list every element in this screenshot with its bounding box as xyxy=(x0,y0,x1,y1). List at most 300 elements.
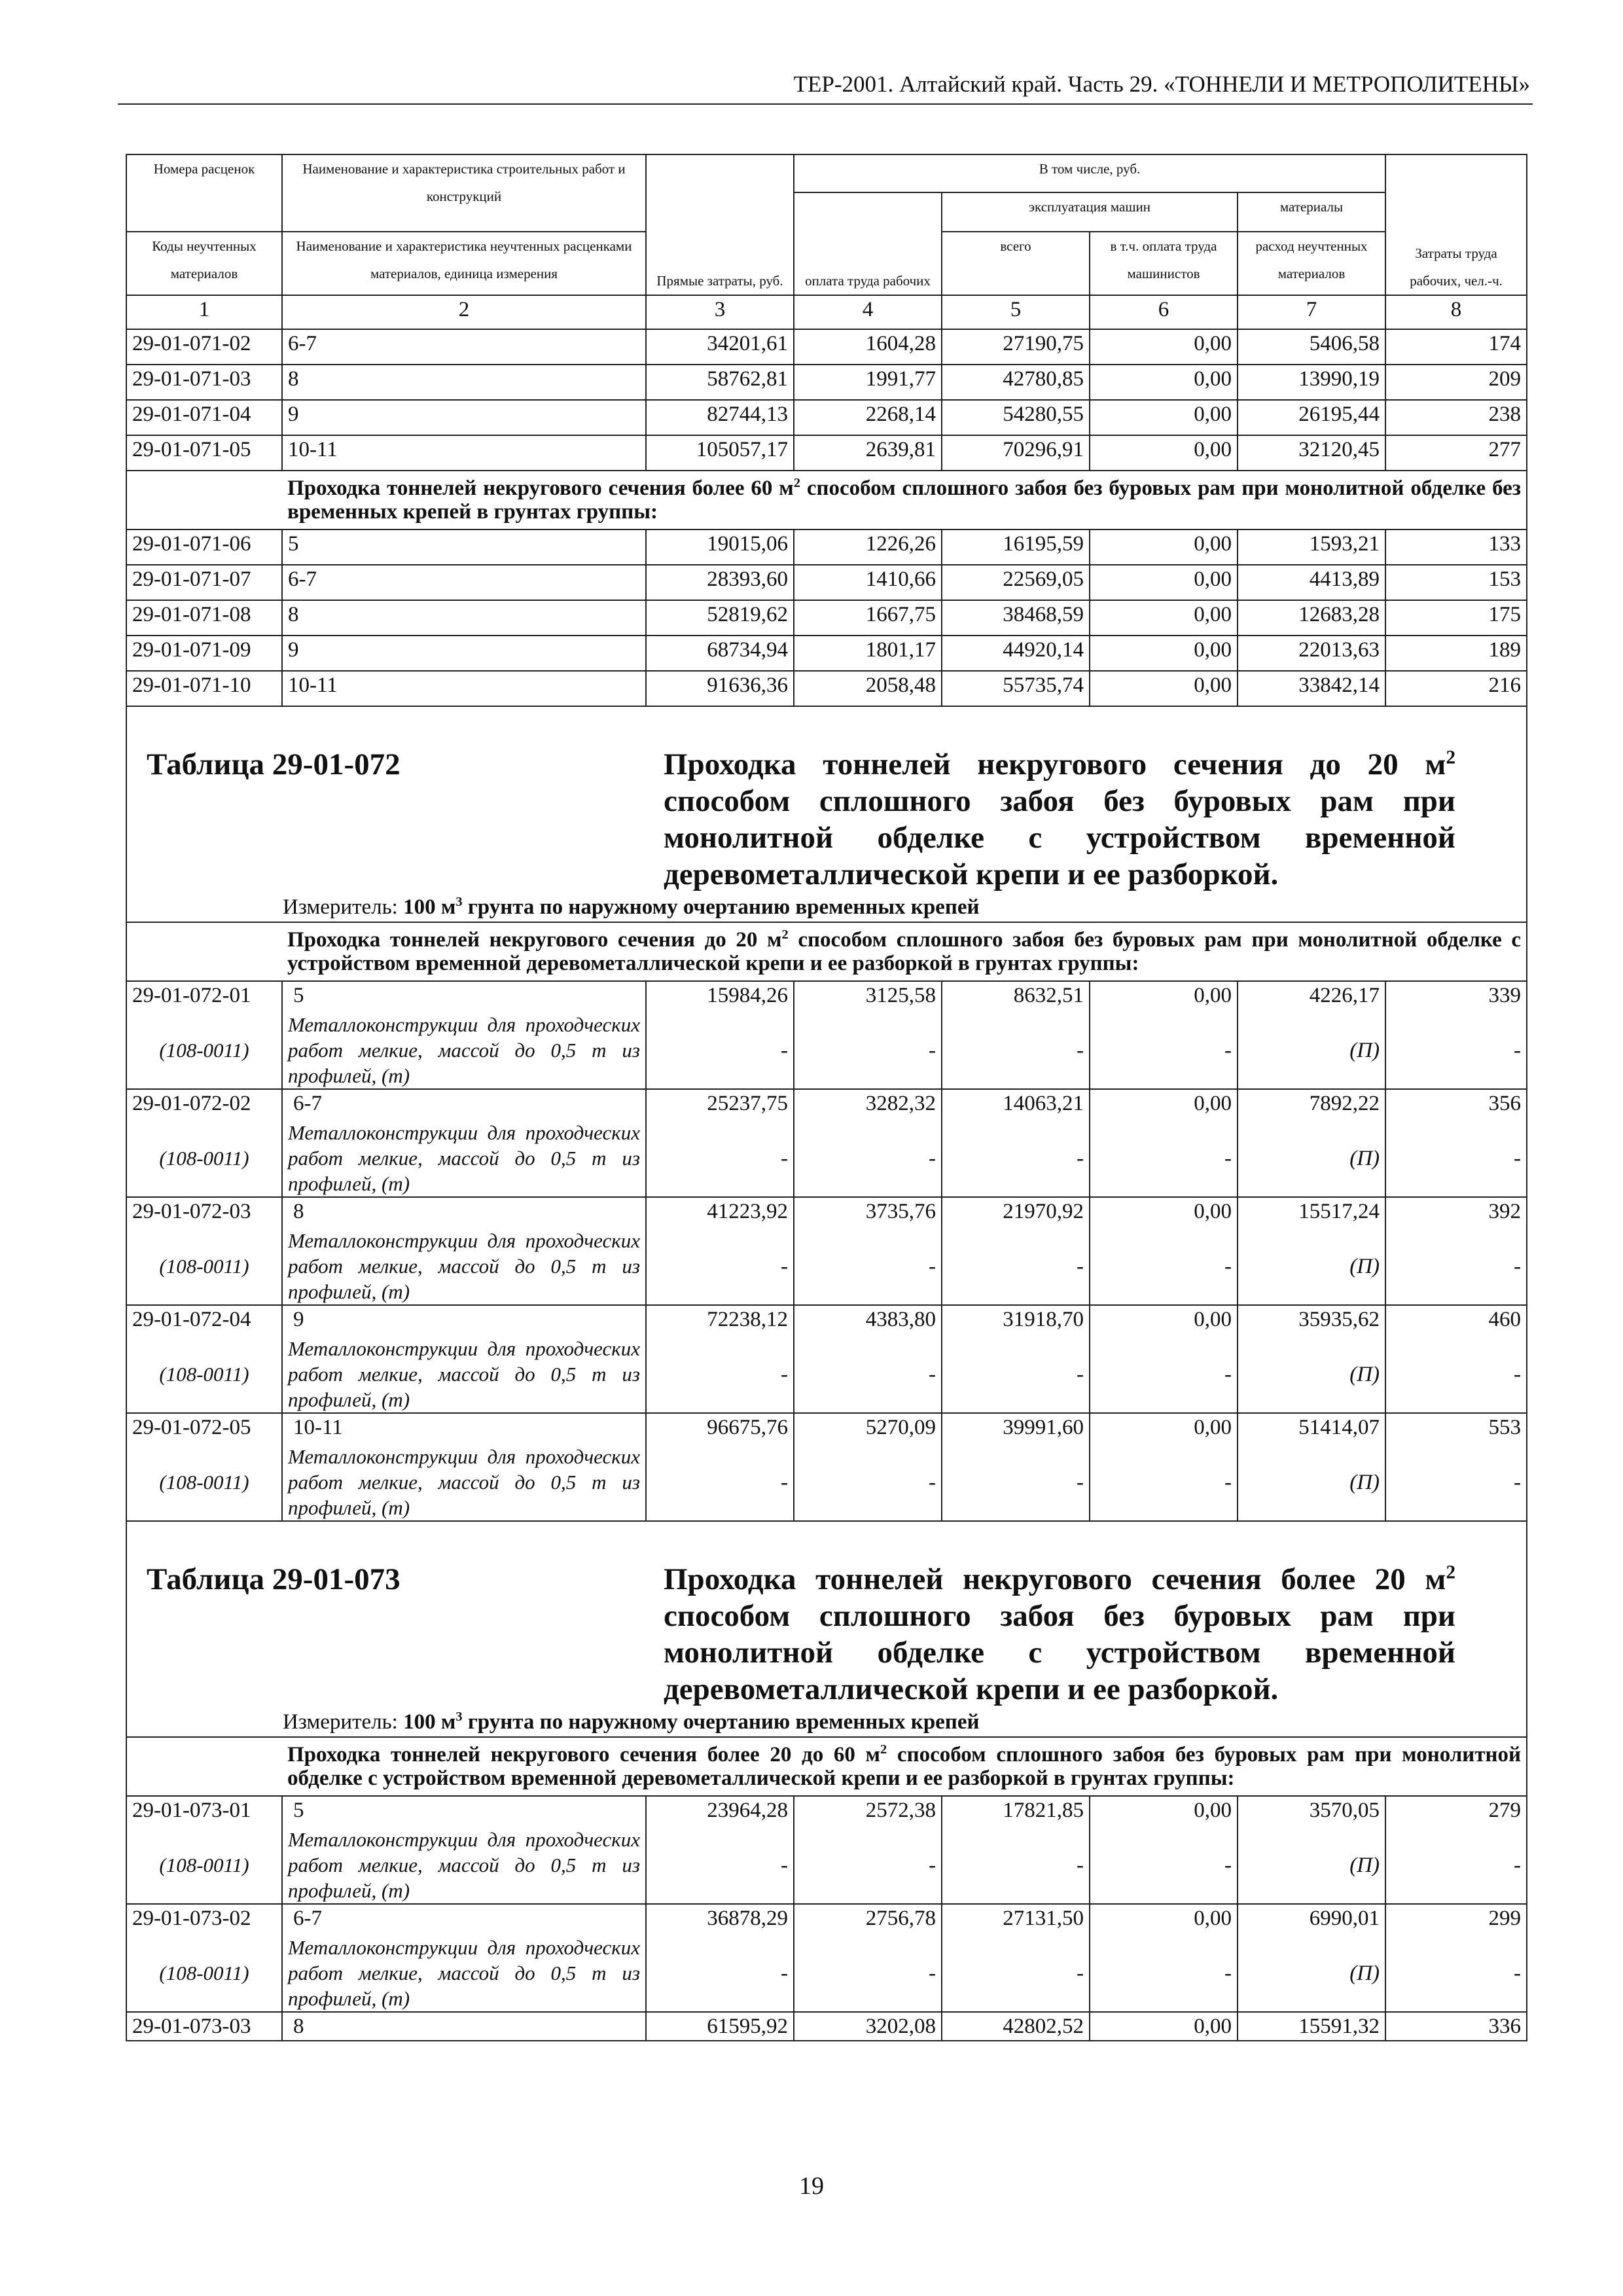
cost-value: 35935,62 xyxy=(1298,1308,1380,1331)
material-mark: (П) xyxy=(1349,1854,1380,1877)
cost-value: 216 xyxy=(1385,671,1527,706)
material-code: (108-0011) xyxy=(159,1962,249,1984)
cost-value: 0,00 xyxy=(1090,435,1238,471)
value-cell xyxy=(1238,1904,1385,2012)
dash-mark: - xyxy=(929,1039,936,1062)
dash-mark: - xyxy=(1514,1147,1522,1170)
value-cell xyxy=(794,1796,942,1904)
table-row xyxy=(126,529,1527,565)
cost-value: 19015,06 xyxy=(646,529,794,565)
soil-group: 5 xyxy=(282,529,646,565)
material-code: (108-0011) xyxy=(159,1854,249,1876)
cost-value: 0,00 xyxy=(1090,365,1238,400)
rate-code-cell xyxy=(126,981,282,1089)
cost-value: 54280,55 xyxy=(942,400,1090,435)
cost-value: 0,00 xyxy=(1194,1907,1232,1930)
cost-value: 209 xyxy=(1385,365,1527,400)
cost-value: 238 xyxy=(1385,400,1527,435)
soil-group: 5 xyxy=(293,984,304,1007)
dash-mark: - xyxy=(1077,1255,1084,1278)
cost-value: 277 xyxy=(1385,435,1527,471)
rate-code: 29-01-071-09 xyxy=(126,636,282,671)
dash-mark: - xyxy=(1224,1962,1232,1985)
cost-value: 27190,75 xyxy=(942,329,1090,365)
rate-code-cell xyxy=(126,1197,282,1305)
value-cell xyxy=(942,981,1090,1089)
rate-code: 29-01-072-03 xyxy=(132,1200,251,1223)
material-mark: (П) xyxy=(1349,1147,1380,1170)
value-cell xyxy=(1090,981,1238,1089)
dash-mark: - xyxy=(781,1039,788,1062)
dash-mark: - xyxy=(929,1854,936,1877)
table-row xyxy=(126,1305,1527,1413)
cost-value: 0,00 xyxy=(1194,1200,1232,1223)
cost-value: 96675,76 xyxy=(707,1416,788,1439)
soil-group: 5 xyxy=(293,1799,304,1822)
cost-value: 0,00 xyxy=(1194,1092,1232,1115)
col-num: 7 xyxy=(1238,295,1385,329)
cost-value: 5406,58 xyxy=(1238,329,1385,365)
rate-code: 29-01-073-03 xyxy=(132,2015,251,2038)
running-title: ТЕР-2001. Алтайский край. Часть 29. «ТОННЕЛИ И МЕТРОПОЛИТЕНЫ» xyxy=(793,71,1530,97)
dash-mark: - xyxy=(1514,1255,1522,1278)
material-description: Металлоконструкции для проходческих работ мелкие, массой до 0,5 т из профилей, (т) xyxy=(288,1013,640,1087)
rate-code-cell xyxy=(126,1089,282,1197)
rate-code: 29-01-072-02 xyxy=(132,1092,251,1115)
hdr-machines: эксплуатация машин xyxy=(942,192,1238,232)
rate-code-cell xyxy=(126,1904,282,2012)
cost-value: 356 xyxy=(1488,1092,1522,1115)
cost-value: 58762,81 xyxy=(646,365,794,400)
cost-value: 8632,51 xyxy=(1013,984,1084,1007)
value-cell xyxy=(646,1089,794,1197)
cost-value: 553 xyxy=(1488,1416,1522,1439)
rate-code: 29-01-072-01 xyxy=(132,984,251,1007)
cost-value: 33842,14 xyxy=(1238,671,1385,706)
cost-value: 279 xyxy=(1488,1799,1522,1822)
soil-group: 8 xyxy=(293,2015,304,2038)
table-row xyxy=(126,1904,1527,2012)
cost-value: 0,00 xyxy=(1090,671,1238,706)
cost-value: 12683,28 xyxy=(1238,600,1385,636)
value-cell xyxy=(1090,1904,1238,2012)
work-cell xyxy=(282,1305,646,1413)
material-code: (108-0011) xyxy=(159,1147,249,1170)
cost-value: 0,00 xyxy=(1194,1799,1232,1822)
dash-mark: - xyxy=(1077,1363,1084,1386)
value-cell xyxy=(1385,1305,1527,1413)
cost-value: 189 xyxy=(1385,636,1527,671)
table-073-number: Таблица 29-01-073 xyxy=(147,1562,401,1596)
cost-value: 4226,17 xyxy=(1309,984,1380,1007)
table-row xyxy=(126,600,1527,636)
dash-mark: - xyxy=(781,1255,788,1278)
value-cell xyxy=(942,1089,1090,1197)
dash-mark: - xyxy=(781,1363,788,1386)
cost-value: 16195,59 xyxy=(942,529,1090,565)
rate-code: 29-01-073-01 xyxy=(132,1799,251,1822)
cost-value: 153 xyxy=(1385,565,1527,600)
cost-value: 5270,09 xyxy=(865,1416,936,1439)
cost-value: 13990,19 xyxy=(1238,365,1385,400)
cost-value: 31918,70 xyxy=(1003,1308,1084,1331)
value-cell xyxy=(794,1413,942,1521)
cost-value: 61595,92 xyxy=(707,2015,788,2038)
value-cell xyxy=(646,1413,794,1521)
table-072-measure: Измеритель: 100 $м^3$ грунта по наружному очертанию временных крепей xyxy=(283,895,980,919)
cost-value: 4383,80 xyxy=(865,1308,936,1331)
cost-value: 15984,26 xyxy=(707,984,788,1007)
hdr-including: В том числе, руб. xyxy=(794,154,1385,192)
value-cell xyxy=(1385,1089,1527,1197)
cost-value: 105057,17 xyxy=(646,435,794,471)
cost-value: 52819,62 xyxy=(646,600,794,636)
value-cell xyxy=(1385,981,1527,1089)
material-description: Металлоконструкции для проходческих работ мелкие, массой до 0,5 т из профилей, (т) xyxy=(288,1936,640,2010)
hdr-rate-numbers: Номера расценок xyxy=(126,154,282,232)
material-description: Металлоконструкции для проходческих работ мелкие, массой до 0,5 т из профилей, (т) xyxy=(288,1121,640,1195)
cost-value: 0,00 xyxy=(1090,529,1238,565)
cost-value: 55735,74 xyxy=(942,671,1090,706)
rate-code: 29-01-071-05 xyxy=(126,435,282,471)
cost-value: 2058,48 xyxy=(794,671,942,706)
material-description: Металлоконструкции для проходческих работ мелкие, массой до 0,5 т из профилей, (т) xyxy=(288,1445,640,1519)
value-cell xyxy=(646,1904,794,2012)
work-cell xyxy=(282,1796,646,1904)
section-title-072: Проходка тоннелей некругового сечения до 20 $м^2$ способом сплошного забоя без буровых рам при монолитной обделке с устройством временной деревометаллической крепи и ее разборкой в грунтах группы: xyxy=(282,922,1527,981)
cost-value: 1593,21 xyxy=(1238,529,1385,565)
cost-value: 34201,61 xyxy=(646,329,794,365)
cost-value: 2572,38 xyxy=(865,1799,936,1822)
material-code: (108-0011) xyxy=(159,1255,249,1278)
header-row-1 xyxy=(126,154,1527,192)
value-cell xyxy=(942,1796,1090,1904)
soil-group: 10-11 xyxy=(282,671,646,706)
material-code: (108-0011) xyxy=(159,1471,249,1494)
value-cell xyxy=(646,1197,794,1305)
table-073-measure: Измеритель: 100 $м^3$ грунта по наружному очертанию временных крепей xyxy=(283,1710,980,1734)
value-cell xyxy=(1090,1796,1238,1904)
section-071-b xyxy=(126,471,1527,529)
table-row xyxy=(126,365,1527,400)
table-row xyxy=(126,400,1527,435)
work-cell xyxy=(282,1197,646,1305)
value-cell xyxy=(1385,1197,1527,1305)
work-cell xyxy=(282,1413,646,1521)
value-cell xyxy=(794,981,942,1089)
value-cell xyxy=(646,2012,794,2041)
value-cell xyxy=(1090,1305,1238,1413)
rate-code: 29-01-072-04 xyxy=(132,1308,251,1331)
value-cell xyxy=(1238,1197,1385,1305)
rows-073 xyxy=(126,1796,1527,2041)
rate-code: 29-01-072-05 xyxy=(132,1416,251,1439)
dash-mark: - xyxy=(1224,1471,1232,1494)
cost-value: 4413,89 xyxy=(1238,565,1385,600)
cost-value: 0,00 xyxy=(1194,2015,1232,2038)
table-072-title: Проходка тоннелей некругового сечения до 20 $м^2$ способом сплошного забоя без буровых рам при монолитной обделке с устройством временной деревометаллической крепи и ее разборкой. xyxy=(664,747,1455,891)
cost-value: 44920,14 xyxy=(942,636,1090,671)
dash-mark: - xyxy=(1224,1039,1232,1062)
cost-value: 32120,45 xyxy=(1238,435,1385,471)
rows-071-b xyxy=(126,529,1527,706)
rate-code: 29-01-071-07 xyxy=(126,565,282,600)
value-cell xyxy=(1238,1796,1385,1904)
value-cell xyxy=(794,1089,942,1197)
cost-value: 336 xyxy=(1488,2015,1522,2038)
rows-071-a xyxy=(126,329,1527,471)
cost-value: 175 xyxy=(1385,600,1527,636)
rates-table xyxy=(126,154,1527,2041)
table-row xyxy=(126,565,1527,600)
table-row xyxy=(126,1089,1527,1197)
material-mark: (П) xyxy=(1349,1471,1380,1494)
cost-value: 22569,05 xyxy=(942,565,1090,600)
value-cell xyxy=(1238,1413,1385,1521)
column-number-row xyxy=(126,295,1527,329)
cost-value: 15591,32 xyxy=(1298,2015,1380,2038)
cost-value: 23964,28 xyxy=(707,1799,788,1822)
value-cell xyxy=(942,1904,1090,2012)
cost-value: 70296,91 xyxy=(942,435,1090,471)
dash-mark: - xyxy=(929,1255,936,1278)
soil-group: 8 xyxy=(282,365,646,400)
rate-code: 29-01-071-03 xyxy=(126,365,282,400)
cost-value: 133 xyxy=(1385,529,1527,565)
value-cell xyxy=(942,1305,1090,1413)
cost-value: 2756,78 xyxy=(865,1907,936,1930)
rate-code-cell xyxy=(126,1796,282,1904)
cost-value: 82744,13 xyxy=(646,400,794,435)
dash-mark: - xyxy=(781,1854,788,1877)
dash-mark: - xyxy=(781,1147,788,1170)
table-row xyxy=(126,636,1527,671)
dash-mark: - xyxy=(781,1962,788,1985)
hdr-machinists: в т.ч. оплата труда машинистов xyxy=(1090,232,1238,295)
cost-value: 0,00 xyxy=(1194,1308,1232,1331)
table-072-number: Таблица 29-01-072 xyxy=(147,747,401,781)
table-row xyxy=(126,1796,1527,1904)
dash-mark: - xyxy=(1514,1363,1522,1386)
col-num: 5 xyxy=(942,295,1090,329)
cost-value: 3202,08 xyxy=(865,2015,936,2038)
soil-group: 6-7 xyxy=(282,565,646,600)
value-cell xyxy=(794,1197,942,1305)
value-cell xyxy=(1090,1089,1238,1197)
dash-mark: - xyxy=(929,1471,936,1494)
rate-code-cell xyxy=(126,2012,282,2041)
cost-value: 17821,85 xyxy=(1003,1799,1084,1822)
soil-group: 9 xyxy=(282,400,646,435)
dash-mark: - xyxy=(1514,1962,1522,1985)
dash-mark: - xyxy=(1224,1854,1232,1877)
soil-group: 6-7 xyxy=(282,329,646,365)
cost-value: 1991,77 xyxy=(794,365,942,400)
dash-mark: - xyxy=(1224,1363,1232,1386)
value-cell xyxy=(942,1413,1090,1521)
cost-value: 72238,12 xyxy=(707,1308,788,1331)
page-number: 19 xyxy=(799,2172,824,2200)
cost-value: 36878,29 xyxy=(707,1907,788,1930)
hdr-direct-costs: Прямые затраты, руб. xyxy=(646,154,794,295)
cost-value: 0,00 xyxy=(1090,600,1238,636)
value-cell xyxy=(1238,1089,1385,1197)
material-mark: (П) xyxy=(1349,1255,1380,1278)
cost-value: 339 xyxy=(1488,984,1522,1007)
rate-code-cell xyxy=(126,1305,282,1413)
hdr-material-codes: Коды неучтенных материалов xyxy=(126,232,282,295)
work-cell xyxy=(282,2012,646,2041)
col-num: 8 xyxy=(1385,295,1527,329)
soil-group: 9 xyxy=(282,636,646,671)
work-cell xyxy=(282,1904,646,2012)
table-row xyxy=(126,981,1527,1089)
value-cell xyxy=(1238,2012,1385,2041)
rate-code: 29-01-071-08 xyxy=(126,600,282,636)
cost-value: 1604,28 xyxy=(794,329,942,365)
cost-value: 3125,58 xyxy=(865,984,936,1007)
cost-value: 14063,21 xyxy=(1003,1092,1084,1115)
hdr-material-name: Наименование и характеристика неучтенных расценками материалов, единица измерения xyxy=(282,232,646,295)
cost-value: 0,00 xyxy=(1194,1416,1232,1439)
cost-value: 1226,26 xyxy=(794,529,942,565)
cost-value: 0,00 xyxy=(1194,984,1232,1007)
material-description: Металлоконструкции для проходческих работ мелкие, массой до 0,5 т из профилей, (т) xyxy=(288,1229,640,1303)
cost-value: 51414,07 xyxy=(1298,1416,1380,1439)
col-num: 4 xyxy=(794,295,942,329)
value-cell xyxy=(794,1305,942,1413)
rate-code: 29-01-071-04 xyxy=(126,400,282,435)
dash-mark: - xyxy=(929,1147,936,1170)
dash-mark: - xyxy=(1514,1854,1522,1877)
cost-value: 3735,76 xyxy=(865,1200,936,1223)
cost-value: 1667,75 xyxy=(794,600,942,636)
rate-code: 29-01-071-02 xyxy=(126,329,282,365)
cost-value: 0,00 xyxy=(1090,636,1238,671)
col-num: 2 xyxy=(282,295,646,329)
cost-value: 41223,92 xyxy=(707,1200,788,1223)
table-row xyxy=(126,1197,1527,1305)
material-mark: (П) xyxy=(1349,1962,1380,1985)
cost-value: 0,00 xyxy=(1090,565,1238,600)
cost-value: 174 xyxy=(1385,329,1527,365)
value-cell xyxy=(1090,1413,1238,1521)
dash-mark: - xyxy=(1077,1854,1084,1877)
cost-value: 21970,92 xyxy=(1003,1200,1084,1223)
cost-value: 27131,50 xyxy=(1003,1907,1084,1930)
cost-value: 392 xyxy=(1488,1200,1522,1223)
cost-value: 42802,52 xyxy=(1003,2015,1084,2038)
soil-group: 10-11 xyxy=(293,1416,343,1439)
dash-mark: - xyxy=(781,1471,788,1494)
cost-value: 3570,05 xyxy=(1309,1799,1380,1822)
cost-value: 3282,32 xyxy=(865,1092,936,1115)
value-cell xyxy=(1385,1904,1527,2012)
value-cell xyxy=(646,1796,794,1904)
hdr-unaccounted: расход неучтенных материалов xyxy=(1238,232,1385,295)
cost-value: 28393,60 xyxy=(646,565,794,600)
cost-value: 7892,22 xyxy=(1309,1092,1380,1115)
value-cell xyxy=(1090,2012,1238,2041)
col-num: 1 xyxy=(126,295,282,329)
table-row xyxy=(126,2012,1527,2041)
cost-value: 68734,94 xyxy=(646,636,794,671)
rate-code-cell xyxy=(126,1413,282,1521)
dash-mark: - xyxy=(1514,1471,1522,1494)
value-cell xyxy=(646,1305,794,1413)
material-description: Металлоконструкции для проходческих работ мелкие, массой до 0,5 т из профилей, (т) xyxy=(288,1337,640,1411)
hdr-labor-cost: Затраты труда рабочих, чел.-ч. xyxy=(1385,154,1527,295)
value-cell xyxy=(942,1197,1090,1305)
dash-mark: - xyxy=(1077,1962,1084,1985)
rate-code: 29-01-073-02 xyxy=(132,1907,251,1930)
hdr-work-name: Наименование и характеристика строительных работ и конструкций xyxy=(282,154,646,232)
rows-072 xyxy=(126,981,1527,1521)
rate-code: 29-01-071-06 xyxy=(126,529,282,565)
soil-group: 6-7 xyxy=(293,1092,322,1115)
soil-group: 6-7 xyxy=(293,1907,322,1930)
cost-value: 1801,17 xyxy=(794,636,942,671)
cost-value: 22013,63 xyxy=(1238,636,1385,671)
value-cell xyxy=(1238,981,1385,1089)
work-cell xyxy=(282,1089,646,1197)
table-row xyxy=(126,329,1527,365)
value-cell xyxy=(1385,1796,1527,1904)
table-row xyxy=(126,1413,1527,1521)
soil-group: 10-11 xyxy=(282,435,646,471)
soil-group: 9 xyxy=(293,1308,304,1331)
cost-value: 0,00 xyxy=(1090,400,1238,435)
table-072-heading xyxy=(126,706,1527,981)
soil-group: 8 xyxy=(293,1200,304,1223)
soil-group: 8 xyxy=(282,600,646,636)
material-mark: (П) xyxy=(1349,1039,1380,1062)
cost-value: 460 xyxy=(1488,1308,1522,1331)
table-row xyxy=(126,435,1527,471)
cost-value: 2639,81 xyxy=(794,435,942,471)
value-cell xyxy=(646,981,794,1089)
cost-value: 2268,14 xyxy=(794,400,942,435)
cost-value: 6990,01 xyxy=(1309,1907,1380,1930)
running-header xyxy=(118,71,1533,105)
dash-mark: - xyxy=(1514,1039,1522,1062)
value-cell xyxy=(1385,2012,1527,2041)
col-num: 6 xyxy=(1090,295,1238,329)
material-code: (108-0011) xyxy=(159,1039,249,1062)
value-cell xyxy=(794,2012,942,2041)
value-cell xyxy=(1385,1413,1527,1521)
cost-value: 1410,66 xyxy=(794,565,942,600)
dash-mark: - xyxy=(1077,1147,1084,1170)
cost-value: 25237,75 xyxy=(707,1092,788,1115)
value-cell xyxy=(1090,1197,1238,1305)
dash-mark: - xyxy=(1224,1255,1232,1278)
cost-value: 26195,44 xyxy=(1238,400,1385,435)
table-row xyxy=(126,671,1527,706)
hdr-labor-pay: оплата труда рабочих xyxy=(794,192,942,295)
cost-value: 38468,59 xyxy=(942,600,1090,636)
work-cell xyxy=(282,981,646,1089)
section-title-073: Проходка тоннелей некругового сечения более 20 до 60 $м^2$ способом сплошного забоя без буровых рам при монолитной обделке с устройством временной деревометаллической крепи и ее разборкой в грунтах группы: xyxy=(282,1737,1527,1796)
section-title-071-b: Проходка тоннелей некругового сечения более 60 $м^2$ способом сплошного забоя без буровых рам при монолитной обделке без временных крепей в грунтах группы: xyxy=(282,471,1527,529)
material-description: Металлоконструкции для проходческих работ мелкие, массой до 0,5 т из профилей, (т) xyxy=(288,1828,640,1902)
table-073-heading xyxy=(126,1521,1527,1796)
col-num: 3 xyxy=(646,295,794,329)
dash-mark: - xyxy=(1224,1147,1232,1170)
cost-value: 299 xyxy=(1488,1907,1522,1930)
cost-value: 39991,60 xyxy=(1003,1416,1084,1439)
dash-mark: - xyxy=(929,1363,936,1386)
